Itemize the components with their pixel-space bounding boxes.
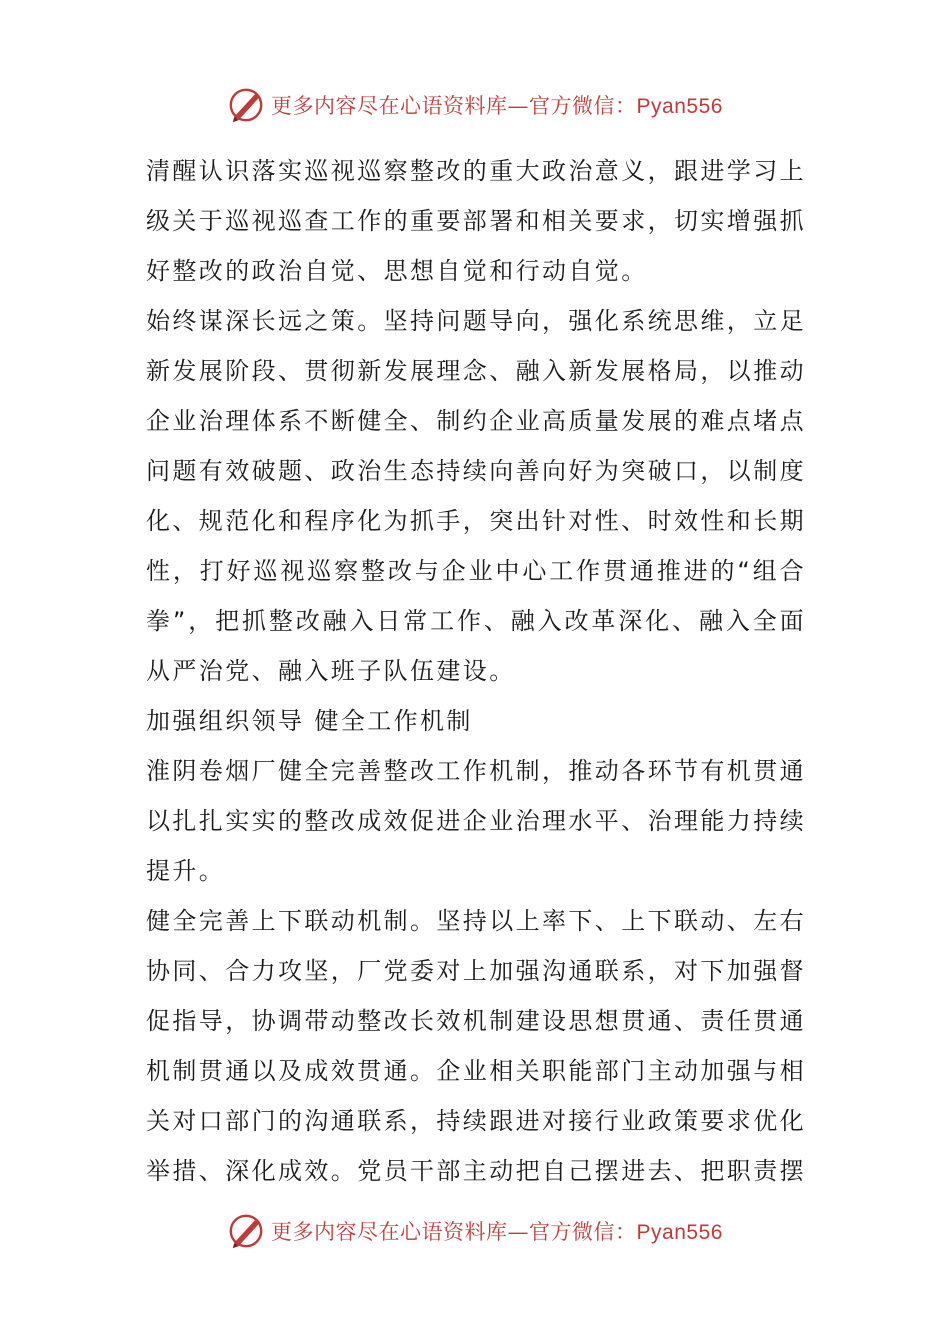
watermark-dash: —	[507, 94, 530, 118]
paragraph-3: 淮阴卷烟厂健全完善整改工作机制，推动各环节有机贯通以扎扎实实的整改成效促进企业治理水平、治理能力持续提升。	[146, 757, 806, 885]
section-heading: 加强组织领导 健全工作机制	[146, 707, 473, 735]
document-body	[146, 146, 806, 1196]
watermark-footer	[0, 1206, 950, 1256]
watermark-dash: —	[507, 1220, 530, 1244]
watermark-wechat-id: Pyan556	[636, 95, 723, 118]
watermark-title: 更多内容尽在心语资料库	[271, 94, 508, 118]
watermark-wechat-id: Pyan556	[636, 1221, 723, 1244]
paragraph-4: 健全完善上下联动机制。坚持以上率下、上下联动、左右协同、合力攻坚，厂党委对上加强沟通联系，对下加强督促指导，协调带动整改长效机制建设思想贯通、责任贯通机制贯通以及成效贯通。企业相关职能部门主动加强与相关对口部门的沟通联系，持续跟进对接行业政策要求优化举措、深化成效。党员干部主动把自己摆进去、把职责摆	[146, 907, 806, 1185]
pen-logo-icon	[227, 1212, 265, 1250]
paragraph-2: 始终谋深长远之策。坚持问题导向，强化系统思维，立足新发展阶段、贯彻新发展理念、融入新发展格局，以推动企业治理体系不断健全、制约企业高质量发展的难点堵点问题有效破题、政治生态持续向善向好为突破口，以制度化、规范化和程序化为抓手，突出针对性、时效性和长期性，打好巡视巡察整改与企业中心工作贯通推进的“组合拳”，把抓整改融入日常工作、融入改革深化、融入全面从严治党、融入班子队伍建设。	[146, 307, 806, 685]
watermark-wechat-label: 官方微信：	[529, 1220, 637, 1244]
watermark-header	[0, 80, 950, 130]
watermark-title: 更多内容尽在心语资料库	[271, 1220, 508, 1244]
pen-logo-icon	[227, 86, 265, 124]
watermark-wechat-label: 官方微信：	[529, 94, 637, 118]
paragraph-1: 清醒认识落实巡视巡察整改的重大政治意义，跟进学习上级关于巡视巡查工作的重要部署和相关要求，切实增强抓好整改的政治自觉、思想自觉和行动自觉。	[146, 157, 806, 285]
